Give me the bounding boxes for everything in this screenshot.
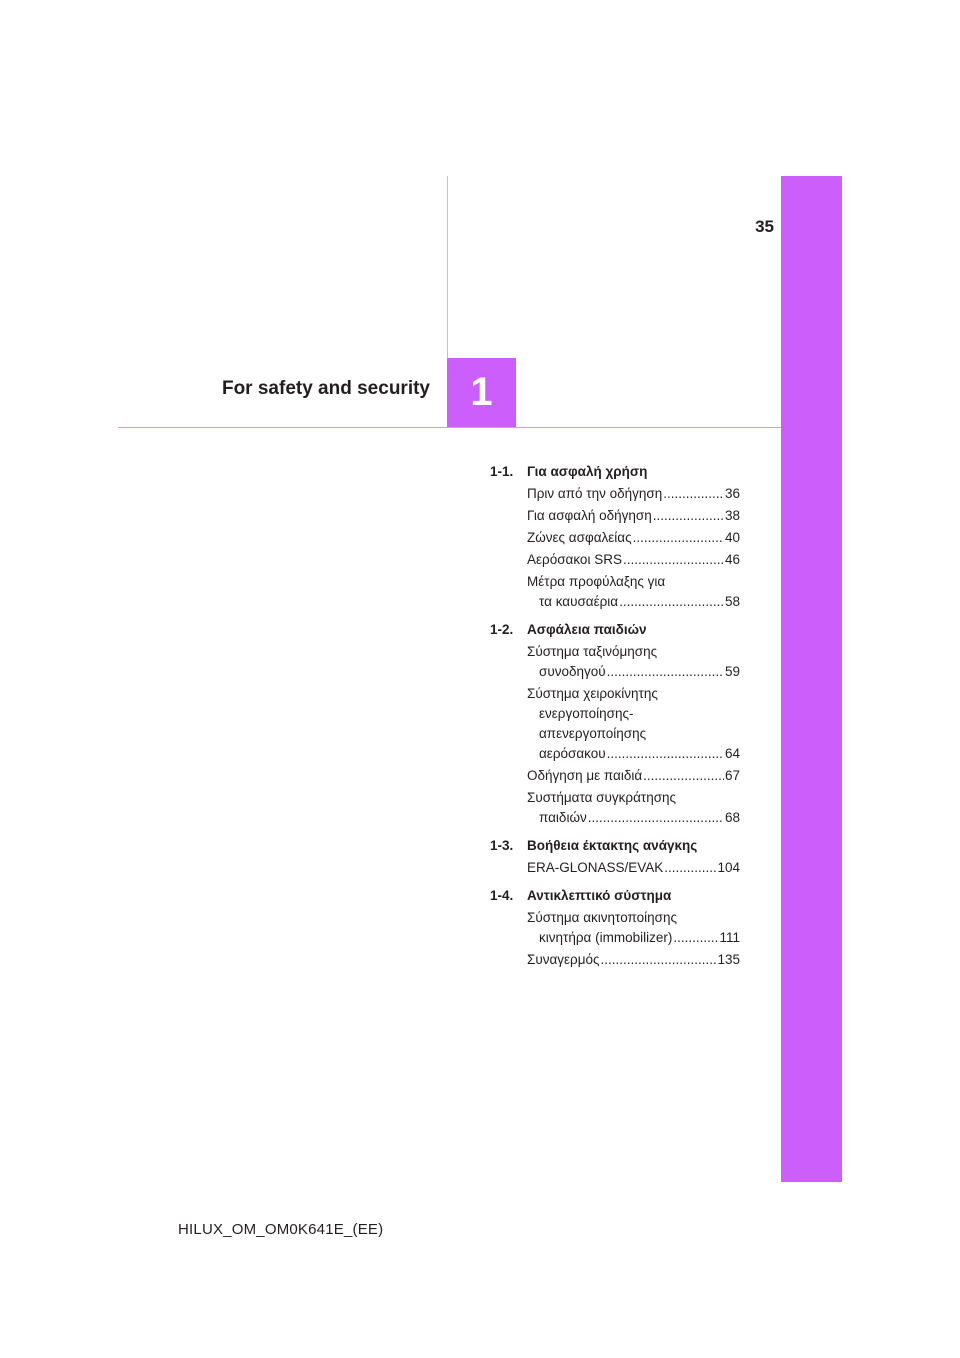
toc-dot-leader [601,950,717,970]
toc-section-number: 1-3. [490,838,514,853]
toc-section-number: 1-1. [490,464,514,479]
toc-section-heading[interactable] [490,620,740,640]
toc-section-title: Ασφάλεια παιδιών [527,622,647,637]
toc-entry[interactable] [527,766,740,786]
toc-entry-page: 135 [717,952,740,967]
header-vertical-rule [447,176,448,358]
toc-entry-page: 68 [724,810,740,825]
chapter-side-tab [781,176,842,1182]
toc-dot-leader [633,528,724,548]
toc-entry-text: ERA-GLONASS/EVAK [527,860,664,875]
toc-entry[interactable] [527,684,740,764]
toc-entry-text: Μέτρα προφύλαξης για [527,574,666,589]
toc-entry-text: Για ασφαλή οδήγηση [527,508,652,523]
toc-dot-leader [643,766,724,786]
toc-entry-text: αερόσακου [539,746,606,761]
toc-dot-leader [673,928,718,948]
toc-section-heading[interactable] [490,462,740,482]
toc-section-heading[interactable] [490,836,740,856]
toc-entry-text: Οδήγηση με παιδιά [527,768,643,783]
toc-entry-text: Σύστημα χειροκίνητης [527,686,658,701]
toc-dot-leader [653,506,724,526]
toc-entry[interactable] [527,788,740,828]
toc-entry-text: συνοδηγού [539,664,606,679]
toc-entry-page: 40 [724,530,740,545]
toc-entry-page: 111 [719,930,740,945]
toc-section-number: 1-4. [490,888,514,903]
toc-entry-text: απενεργοποίησης [539,726,647,741]
toc-dot-leader [588,808,724,828]
toc-dot-leader [607,744,724,764]
toc-entry[interactable] [527,484,740,504]
table-of-contents [490,462,740,970]
toc-entry-text: Σύστημα ακινητοποίησης [527,910,677,925]
toc-entry[interactable] [527,506,740,526]
toc-section-heading[interactable] [490,886,740,906]
toc-entry-text: Αερόσακοι SRS [527,552,622,567]
toc-entry[interactable] [527,550,740,570]
toc-entry[interactable] [527,908,740,948]
toc-dot-leader [664,858,716,878]
toc-entry-page: 104 [717,860,740,875]
toc-entry-text: ενεργοποίησης- [539,706,634,721]
document-code: HILUX_OM_OM0K641E_(EE) [178,1221,384,1238]
toc-entry[interactable] [527,528,740,548]
toc-entry[interactable] [527,858,740,878]
chapter-number-box [447,358,516,427]
toc-dot-leader [623,550,724,570]
toc-entry-text: τα καυσαέρια [539,594,619,609]
toc-section-number: 1-2. [490,622,514,637]
toc-entry-page: 67 [724,768,740,783]
toc-entry-text: Συναγερμός [527,952,600,967]
header-horizontal-rule [118,427,781,428]
toc-entry-page: 46 [724,552,740,567]
toc-dot-leader [619,592,724,612]
toc-entry-page: 36 [724,486,740,501]
toc-entry-page: 59 [724,664,740,679]
toc-entry-text: Πριν από την οδήγηση [527,486,663,501]
toc-section-title: Αντικλεπτικό σύστημα [527,888,672,903]
toc-entry-page: 38 [724,508,740,523]
toc-entry-text: Συστήματα συγκράτησης [527,790,677,805]
toc-entry-text: παιδιών [539,810,587,825]
toc-entry-text: κινητήρα (immobilizer) [539,930,673,945]
chapter-title: For safety and security [221,378,430,399]
toc-entry-text: Σύστημα ταξινόμησης [527,644,658,659]
toc-section-title: Για ασφαλή χρήση [527,464,648,479]
toc-section-title: Βοήθεια έκτακτης ανάγκης [527,838,698,853]
toc-entry-text: Ζώνες ασφαλείας [527,530,632,545]
toc-entry[interactable] [527,642,740,682]
toc-entry-page: 64 [724,746,740,761]
toc-entry[interactable] [527,572,740,612]
toc-entry-page: 58 [724,594,740,609]
toc-entry[interactable] [527,950,740,970]
toc-dot-leader [663,484,724,504]
chapter-number: 1 [470,370,493,414]
toc-dot-leader [607,662,724,682]
page-number: 35 [755,217,774,236]
